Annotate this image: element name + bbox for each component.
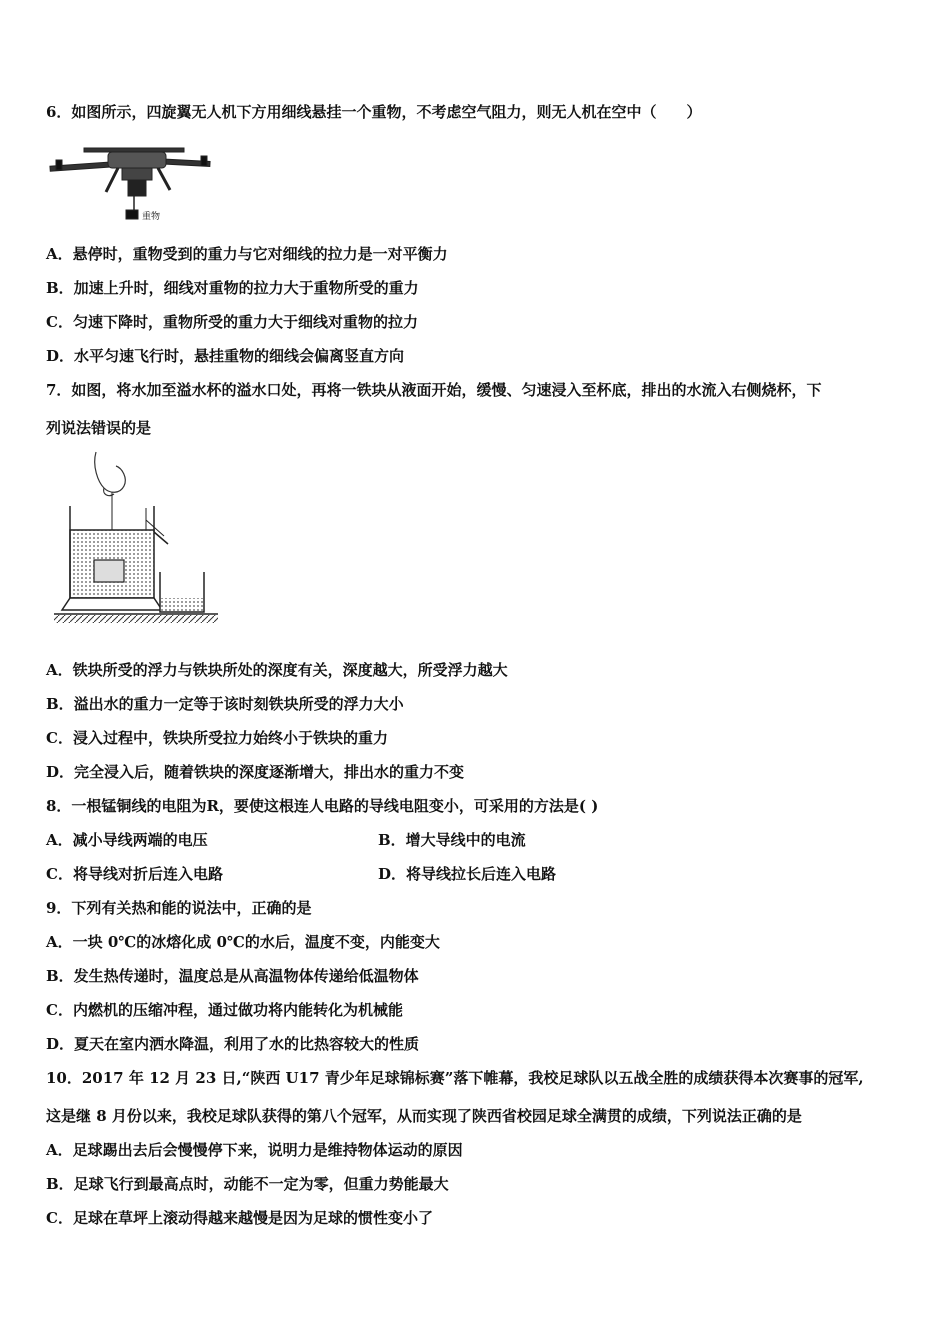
drone-figure	[46, 140, 216, 225]
drone-icon	[50, 148, 210, 219]
hand-icon	[95, 452, 126, 496]
q7-stem-line1: 7．如图，将水加至溢水杯的溢水口处，再将一铁块从液面开始，缓慢、匀速浸入至杯底，排出的水流入右侧烧杯，下	[46, 381, 822, 399]
q9-option-d: D．夏天在室内洒水降温，利用了水的比热容较大的性质	[46, 1035, 420, 1053]
q9-option-b: B．发生热传递时，温度总是从高温物体传递给低温物体	[46, 967, 419, 985]
q7-option-b: B．溢出水的重力一定等于该时刻铁块所受的浮力大小	[46, 695, 404, 713]
q6-stem: 6．如图所示，四旋翼无人机下方用细线悬挂一个重物，不考虑空气阻力，则无人机在空中（ ）	[46, 103, 702, 121]
q10-option-b: B．足球飞行到最高点时，动能不一定为零，但重力势能最大	[46, 1175, 449, 1193]
beaker-icon	[160, 572, 204, 612]
overflow-cup-figure	[52, 448, 222, 630]
q6-option-b: B．加速上升时，细线对重物的拉力大于重物所受的重力	[46, 279, 419, 297]
q7-stem-line2: 列说法错误的是	[46, 419, 152, 437]
q6-option-a: A．悬停时，重物受到的重力与它对细线的拉力是一对平衡力	[46, 245, 448, 263]
q10-stem-line2: 这是继 8 月份以来，我校足球队获得的第八个冠军，从而实现了陕西省校园足球全满贯的成绩，下列说法正确的是	[46, 1107, 802, 1125]
q6-option-d: D．水平匀速飞行时，悬挂重物的细线会偏离竖直方向	[46, 347, 405, 365]
q10-option-c: C．足球在草坪上滚动得越来越慢是因为足球的惯性变小了	[46, 1209, 433, 1227]
q8-option-d: D．将导线拉长后连入电路	[378, 865, 557, 883]
q8-option-a: A．减小导线两端的电压	[46, 831, 208, 849]
q7-option-c: C．浸入过程中，铁块所受拉力始终小于铁块的重力	[46, 729, 388, 747]
weight-label: 重物	[142, 212, 161, 222]
q10-option-a: A．足球踢出去后会慢慢停下来，说明力是维持物体运动的原因	[46, 1141, 463, 1159]
q9-stem: 9．下列有关热和能的说法中，正确的是	[46, 899, 312, 917]
q7-option-d: D．完全浸入后，随着铁块的深度逐渐增大，排出水的重力不变	[46, 763, 465, 781]
q9-option-a: A．一块 0℃的冰熔化成 0℃的水后，温度不变，内能变大	[46, 933, 440, 951]
q8-option-c: C．将导线对折后连入电路	[46, 865, 223, 883]
q7-option-a: A．铁块所受的浮力与铁块所处的深度有关，深度越大，所受浮力越大	[46, 661, 508, 679]
q8-option-b: B．增大导线中的电流	[378, 831, 526, 849]
q8-stem: 8．一根锰铜线的电阻为R，要使这根连人电路的导线电阻变小，可采用的方法是( )	[46, 797, 599, 815]
q6-option-c: C．匀速下降时，重物所受的重力大于细线对重物的拉力	[46, 313, 418, 331]
q10-stem-line1: 10．2017 年 12 月 23 日,“陕西 U17 青少年足球锦标赛”落下帷幕，我校足球队以五战全胜的成绩获得本次赛事的冠军,	[46, 1069, 864, 1087]
q9-option-c: C．内燃机的压缩冲程，通过做功将内能转化为机械能	[46, 1001, 403, 1019]
overflow-cup-icon	[62, 506, 168, 610]
